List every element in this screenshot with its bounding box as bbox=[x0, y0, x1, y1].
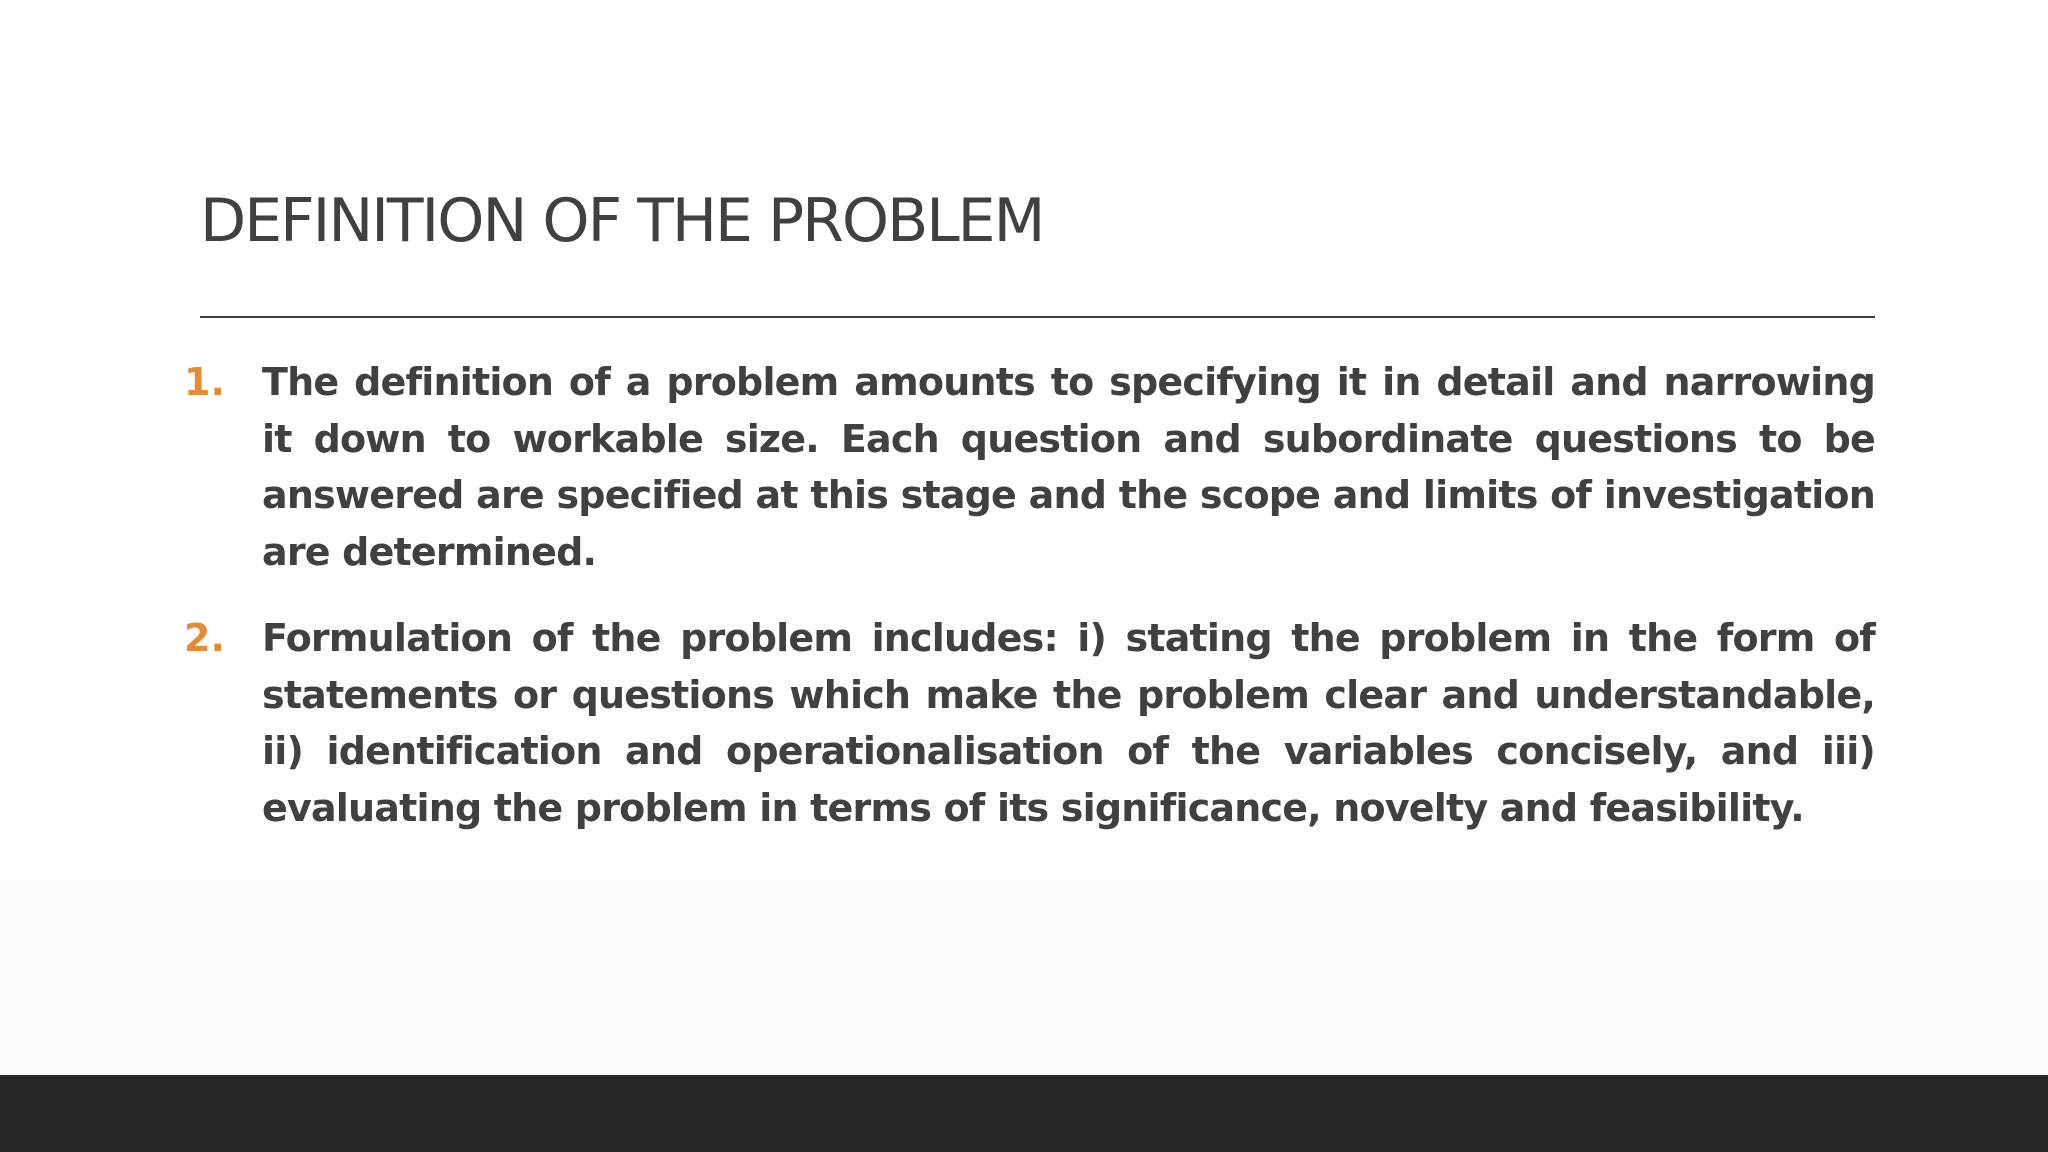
list-item bbox=[184, 610, 1875, 836]
list-item bbox=[184, 354, 1875, 580]
title-divider bbox=[200, 316, 1875, 318]
list-item-number: 2. bbox=[184, 616, 225, 660]
slide-title: DEFINITION OF THE PROBLEM bbox=[200, 186, 1044, 256]
list-item-text: Formulation of the problem includes: i) stating the problem in the form of statements or questions which make the problem clear and understandable, ii) identification and operationalisation of the variables concisely, and iii) evaluating the problem in terms of its significance, novelty and feasibility. bbox=[262, 616, 1875, 830]
list-item-number: 1. bbox=[184, 360, 225, 404]
list-item-text: The definition of a problem amounts to specifying it in detail and narrowing it down to workable size. Each question and subordinate questions to be answered are specified at this stage and the scope and limits of investigation are determined. bbox=[262, 360, 1875, 574]
numbered-list bbox=[184, 354, 1875, 866]
footer-bar bbox=[0, 1075, 2048, 1152]
